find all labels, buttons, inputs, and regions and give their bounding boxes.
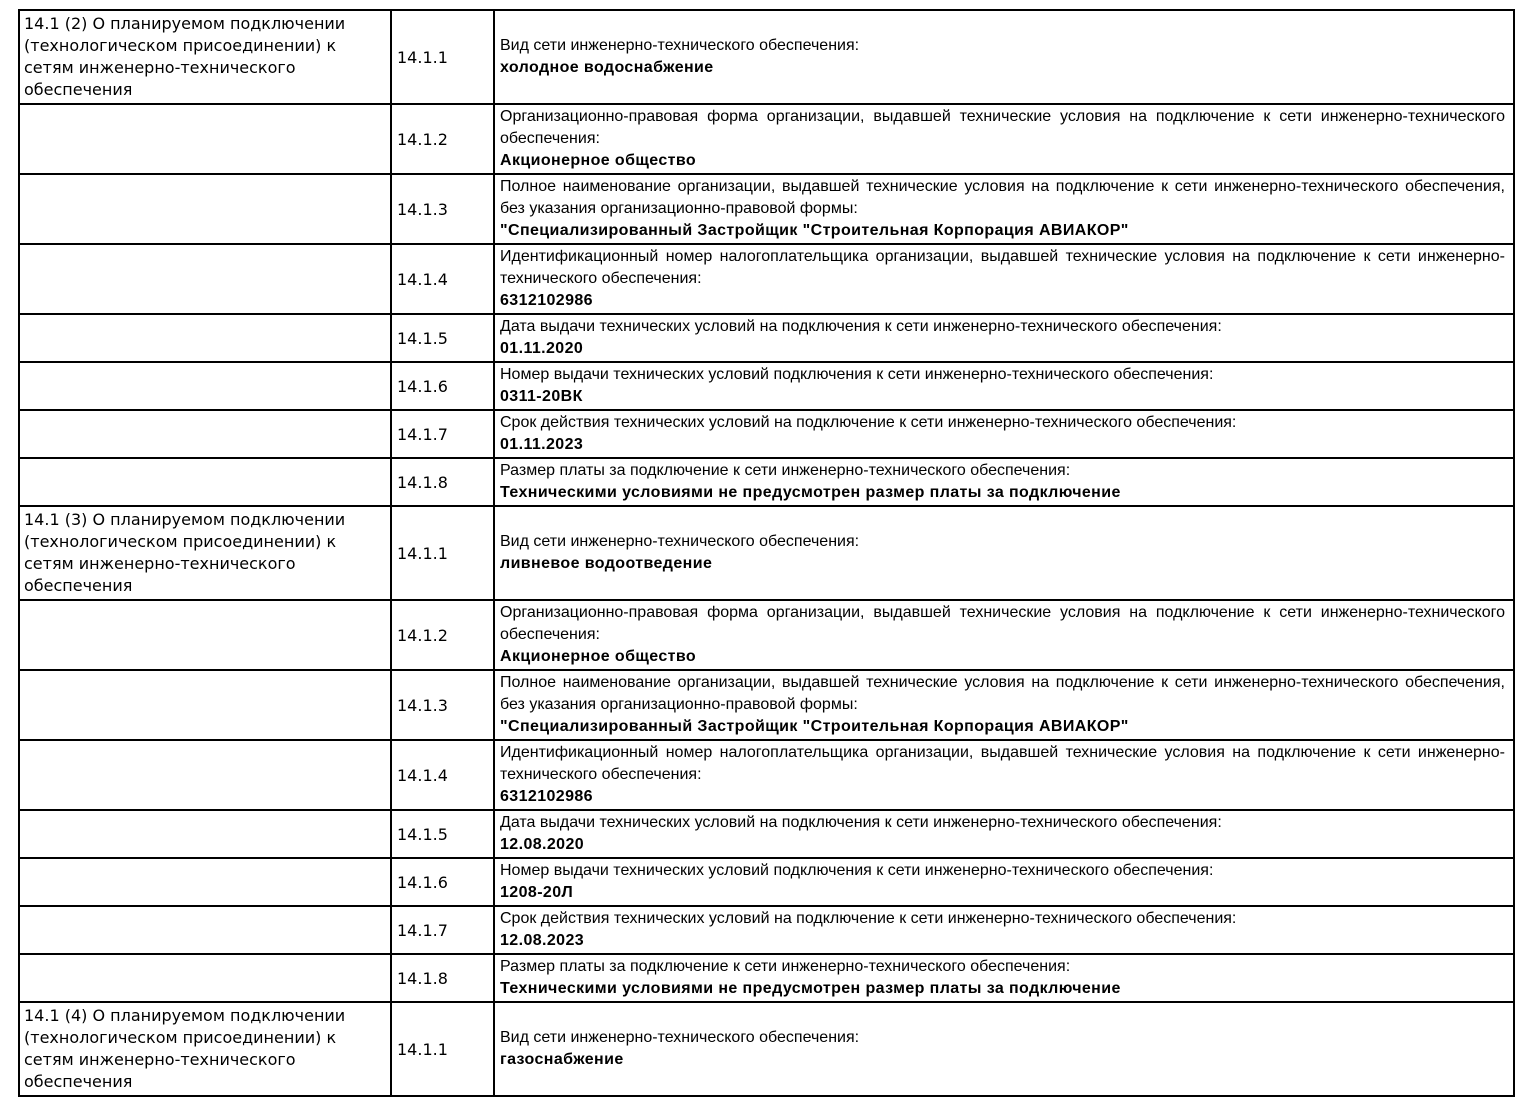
table-row	[19, 244, 1514, 314]
field-label: Размер платы за подключение к сети инженерно-технического обеспечения:	[500, 958, 1071, 975]
field-label: Срок действия технических условий на подключение к сети инженерно-технического обеспечения:	[500, 910, 1237, 927]
table-row	[19, 104, 1514, 174]
row-number-cell: 14.1.8	[391, 458, 494, 506]
section-title-cell: 14.1 (2) О планируемом подключении (технологическом присоединении) к сетям инженерно-технического обеспечения	[19, 10, 391, 104]
field-value: 01.11.2020	[500, 340, 584, 357]
field-cell	[494, 410, 1514, 458]
table-row	[19, 174, 1514, 244]
field-cell	[494, 244, 1514, 314]
section-title-empty-cell	[19, 906, 391, 954]
field-label: Вид сети инженерно-технического обеспечения:	[500, 533, 860, 550]
section-title-empty-cell	[19, 314, 391, 362]
section-title-cell: 14.1 (3) О планируемом подключении (технологическом присоединении) к сетям инженерно-технического обеспечения	[19, 506, 391, 600]
section-title-empty-cell	[19, 600, 391, 670]
field-cell	[494, 600, 1514, 670]
table-row	[19, 810, 1514, 858]
row-number-cell: 14.1.6	[391, 362, 494, 410]
field-value: "Специализированный Застройщик "Строительная Корпорация АВИАКОР"	[500, 222, 1129, 239]
table-row	[19, 362, 1514, 410]
field-value: Акционерное общество	[500, 152, 697, 169]
field-label: Полное наименование организации, выдавшей технические условия на подключение к сети инженерно-технического обеспечения, без указания организационно-правовой формы:	[500, 674, 1505, 713]
table-body	[19, 10, 1514, 1096]
table-row	[19, 954, 1514, 1002]
section-title-empty-cell	[19, 858, 391, 906]
section-title-empty-cell	[19, 410, 391, 458]
field-value: холодное водоснабжение	[500, 59, 714, 76]
field-label: Дата выдачи технических условий на подключения к сети инженерно-технического обеспечения:	[500, 318, 1222, 335]
field-cell	[494, 362, 1514, 410]
row-number-cell: 14.1.7	[391, 906, 494, 954]
section-title-empty-cell	[19, 174, 391, 244]
table-row	[19, 906, 1514, 954]
field-cell	[494, 906, 1514, 954]
field-cell	[494, 740, 1514, 810]
row-number-cell: 14.1.3	[391, 174, 494, 244]
table-row	[19, 458, 1514, 506]
field-cell	[494, 954, 1514, 1002]
field-label: Дата выдачи технических условий на подключения к сети инженерно-технического обеспечения:	[500, 814, 1222, 831]
field-value: 12.08.2023	[500, 932, 585, 949]
table-row	[19, 506, 1514, 600]
field-label: Идентификационный номер налогоплательщика организации, выдавшей технические условия на подключение к сети инженерно-технического обеспечения:	[500, 744, 1505, 783]
field-label: Номер выдачи технических условий подключения к сети инженерно-технического обеспечения:	[500, 366, 1214, 383]
row-number-cell: 14.1.6	[391, 858, 494, 906]
field-label: Номер выдачи технических условий подключения к сети инженерно-технического обеспечения:	[500, 862, 1214, 879]
field-cell	[494, 506, 1514, 600]
utility-connections-table	[18, 9, 1515, 1097]
field-cell	[494, 810, 1514, 858]
table-row	[19, 1002, 1514, 1096]
field-value: 01.11.2023	[500, 436, 584, 453]
section-title-empty-cell	[19, 954, 391, 1002]
field-label: Вид сети инженерно-технического обеспечения:	[500, 1029, 860, 1046]
field-value: 12.08.2020	[500, 836, 585, 853]
field-cell	[494, 10, 1514, 104]
row-number-cell: 14.1.1	[391, 10, 494, 104]
row-number-cell: 14.1.7	[391, 410, 494, 458]
field-cell	[494, 670, 1514, 740]
section-title-empty-cell	[19, 244, 391, 314]
row-number-cell: 14.1.3	[391, 670, 494, 740]
table-row	[19, 740, 1514, 810]
field-cell	[494, 174, 1514, 244]
field-value: газоснабжение	[500, 1051, 624, 1068]
row-number-cell: 14.1.8	[391, 954, 494, 1002]
row-number-cell: 14.1.1	[391, 506, 494, 600]
field-label: Срок действия технических условий на подключение к сети инженерно-технического обеспечения:	[500, 414, 1237, 431]
field-label: Организационно-правовая форма организации, выдавшей технические условия на подключение к сети инженерно-технического обеспечения:	[500, 604, 1505, 643]
field-value: Техническими условиями не предусмотрен размер платы за подключение	[500, 980, 1121, 997]
field-cell	[494, 458, 1514, 506]
row-number-cell: 14.1.1	[391, 1002, 494, 1096]
field-label: Полное наименование организации, выдавшей технические условия на подключение к сети инженерно-технического обеспечения, без указания организационно-правовой формы:	[500, 178, 1505, 217]
row-number-cell: 14.1.2	[391, 600, 494, 670]
field-value: Техническими условиями не предусмотрен размер платы за подключение	[500, 484, 1121, 501]
field-value: Акционерное общество	[500, 648, 697, 665]
section-title-empty-cell	[19, 740, 391, 810]
field-label: Вид сети инженерно-технического обеспечения:	[500, 37, 860, 54]
table-row	[19, 600, 1514, 670]
table-row	[19, 10, 1514, 104]
field-value: 0311-20ВК	[500, 388, 583, 405]
field-cell	[494, 104, 1514, 174]
section-title-cell: 14.1 (4) О планируемом подключении (технологическом присоединении) к сетям инженерно-технического обеспечения	[19, 1002, 391, 1096]
field-label: Размер платы за подключение к сети инженерно-технического обеспечения:	[500, 462, 1071, 479]
section-title-empty-cell	[19, 362, 391, 410]
section-title-empty-cell	[19, 104, 391, 174]
section-title-empty-cell	[19, 458, 391, 506]
field-value: 6312102986	[500, 788, 593, 805]
field-label: Идентификационный номер налогоплательщика организации, выдавшей технические условия на подключение к сети инженерно-технического обеспечения:	[500, 248, 1505, 287]
table-row	[19, 314, 1514, 362]
table-row	[19, 670, 1514, 740]
section-title-empty-cell	[19, 670, 391, 740]
row-number-cell: 14.1.4	[391, 740, 494, 810]
table-row	[19, 410, 1514, 458]
field-value: 1208-20Л	[500, 884, 574, 901]
field-cell	[494, 314, 1514, 362]
row-number-cell: 14.1.2	[391, 104, 494, 174]
table-row	[19, 858, 1514, 906]
row-number-cell: 14.1.4	[391, 244, 494, 314]
field-cell	[494, 858, 1514, 906]
row-number-cell: 14.1.5	[391, 810, 494, 858]
field-label: Организационно-правовая форма организации, выдавшей технические условия на подключение к сети инженерно-технического обеспечения:	[500, 108, 1505, 147]
field-value: 6312102986	[500, 292, 593, 309]
row-number-cell: 14.1.5	[391, 314, 494, 362]
field-value: ливневое водоотведение	[500, 555, 713, 572]
field-cell	[494, 1002, 1514, 1096]
field-value: "Специализированный Застройщик "Строительная Корпорация АВИАКОР"	[500, 718, 1129, 735]
section-title-empty-cell	[19, 810, 391, 858]
